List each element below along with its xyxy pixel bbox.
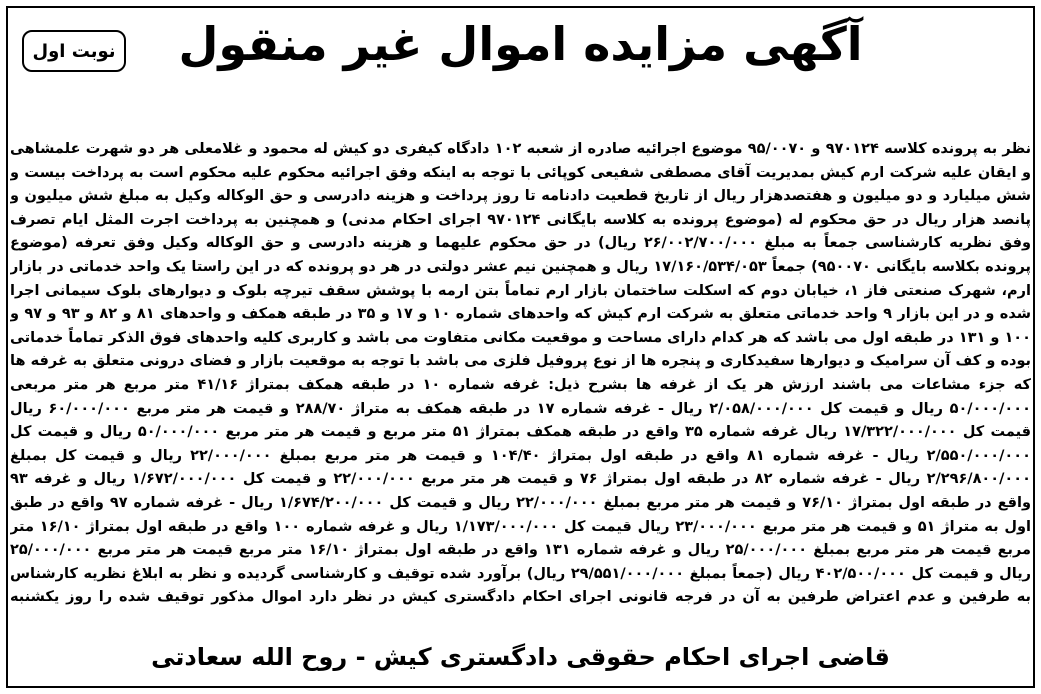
edition-badge: نوبت اول [22, 30, 126, 72]
notice-body: نظر به پرونده کلاسه ۹۷۰۱۲۴ و ۹۵/۰۰۷۰ موضوع اجرائیه صادره از شعبه ۱۰۲ دادگاه کیفری دو کیش له محمود و غلامعلی هر دو شهرت علمشاهی و ایقان علیه شرکت ارم کیش بمدیریت آقای مصطفی شفیعی کوپائی با توجه به اینکه وفق اجرائیه محکوم علیه محکوم است به پرداخت بیست و شش میلیارد و دو میلیون و هفتصدهزار ریال از تاریخ قطعیت دادنامه تا روز پرداخت و هزینه دادرسی و حق الوکاله وکیل به مبلغ شش میلیون و پانصد هزار ریال در حق محکوم له (موضوع پرونده به کلاسه بایگانی ۹۷۰۱۲۴ اجرای احکام مدنی) و همچنین به پرداخت اجرت المثل ایام تصرف وفق نظریه کارشناسی جمعاً به مبلغ ۲۶/۰۰۲/۷۰۰/۰۰۰ ریال) در حق محکوم علیهما و هزینه دادرسی و حق الوکاله وکیل وفق تعرفه (موضوع پرونده بکلاسه بایگانی ۹۵۰۰۷۰) جمعاً ۱۷/۱۶۰/۵۳۴/۰۵۳ ریال و همچنین نیم عشر دولتی در هر دو پرونده که در این راستا یک واحد خدماتی در بازار ارم، شهرک صنعتی فاز ۱، خیابان دوم که اسکلت ساختمان بازار ارم تماماً بتن ارمه با پوشش سقف تیرچه بلوک و دیوارهای بلوک سیمانی اجرا شده و در این بازار ۹ واحد خدماتی متعلق به شرکت ارم کیش که واحدهای شماره ۱۰ و ۱۷ و ۳۵ در طبقه همکف و واحدهای ۸۱ و ۸۲ و ۹۳ و ۹۷ و ۱۰۰ و ۱۳۱ در طبقه اول می باشد که هر کدام دارای مساحت و موقعیت مکانی متفاوت می باشد و کاربری کلیه واحدهای فوق الذکر تماماً خدماتی بوده و کف آن سرامیک و دیوارها سفیدکاری و پنجره ها از نوع پروفیل فلزی می باشد با توجه به موقعیت بازار و فضای درونی متعلق به غرفه ها که جزء مشاعات می باشند ارزش هر یک از غرفه ها بشرح ذیل: غرفه شماره ۱۰ در طبقه همکف بمتراژ ۴۱/۱۶ متر مربع هر متر مربعی ۵۰/۰۰۰/۰۰۰ ریال و قیمت کل ۲/۰۵۸/۰۰۰/۰۰۰ ریال - غرفه شماره ۱۷ در طبقه همکف به متراژ ۲۸۸/۷۰ و قیمت هر متر مربع ۶۰/۰۰۰/۰۰۰ ریال قیمت کل ۱۷/۳۲۲/۰۰۰/۰۰۰ ریال غرفه شماره ۳۵ واقع در طبقه همکف بمتراژ ۵۱ متر مربع و قیمت هر متر مربع ۵۰/۰۰۰/۰۰۰ ریال و قیمت کل ۲/۵۵۰/۰۰۰/۰۰۰ ریال - غرفه شماره ۸۱ واقع در طبقه اول بمتراژ ۱۰۴/۴۰ و قیمت هر متر مربع بمبلغ ۲۲/۰۰۰/۰۰۰ ریال و قیمت کل بمبلغ ۲/۲۹۶/۸۰۰/۰۰۰ ریال - غرفه شماره ۸۲ در طبقه اول بمتراژ ۷۶ و قیمت هر متر مربع ۲۲/۰۰۰/۰۰۰ و قیمت کل ۱/۶۷۲/۰۰۰/۰۰۰ ریال و غرفه ۹۳ واقع در طبقه اول بمتراژ ۷۶/۱۰ و قیمت هر متر مربع بمبلغ ۲۲/۰۰۰/۰۰۰ ریال و قیمت کل ۱/۶۷۴/۲۰۰/۰۰۰ ریال - غرفه شماره ۹۷ واقع در طبق اول به متراژ ۵۱ و قیمت هر متر مربع ۲۳/۰۰۰/۰۰۰ ریال قیمت کل ۱/۱۷۳/۰۰۰/۰۰۰ ریال و غرفه شماره ۱۰۰ واقع در طبقه اول بمتراژ ۱۶/۱۰ متر مربع قیمت هر متر مربع بمبلغ ۲۵/۰۰۰/۰۰۰ ریال و غرفه شماره ۱۳۱ واقع در طبقه اول بمتراژ ۱۶/۱۰ متر مربع قیمت هر متر مربع ۲۵/۰۰۰/۰۰۰ ریال و قیمت کل ۴۰۲/۵۰۰/۰۰۰ ریال (جمعاً بمبلغ ۲۹/۵۵۱/۰۰۰/۰۰۰ ریال) برآورد شده توقیف و کارشناسی گردیده و نظر به ابلاغ نظریه کارشناس به طرفین و عدم اعتراض طرفین به آن در فرجه قانونی اجرای احکام دادگستری کیش در نظر دارد اموال مذکور توقیف شده را روز یکشنبه [10, 141, 1031, 606]
signature-line: قاضی اجرای احکام حقوقی دادگستری کیش - روح الله سعادتی [151, 643, 890, 671]
notice-title: آگهی مزایده اموال غیر منقول [178, 17, 863, 71]
